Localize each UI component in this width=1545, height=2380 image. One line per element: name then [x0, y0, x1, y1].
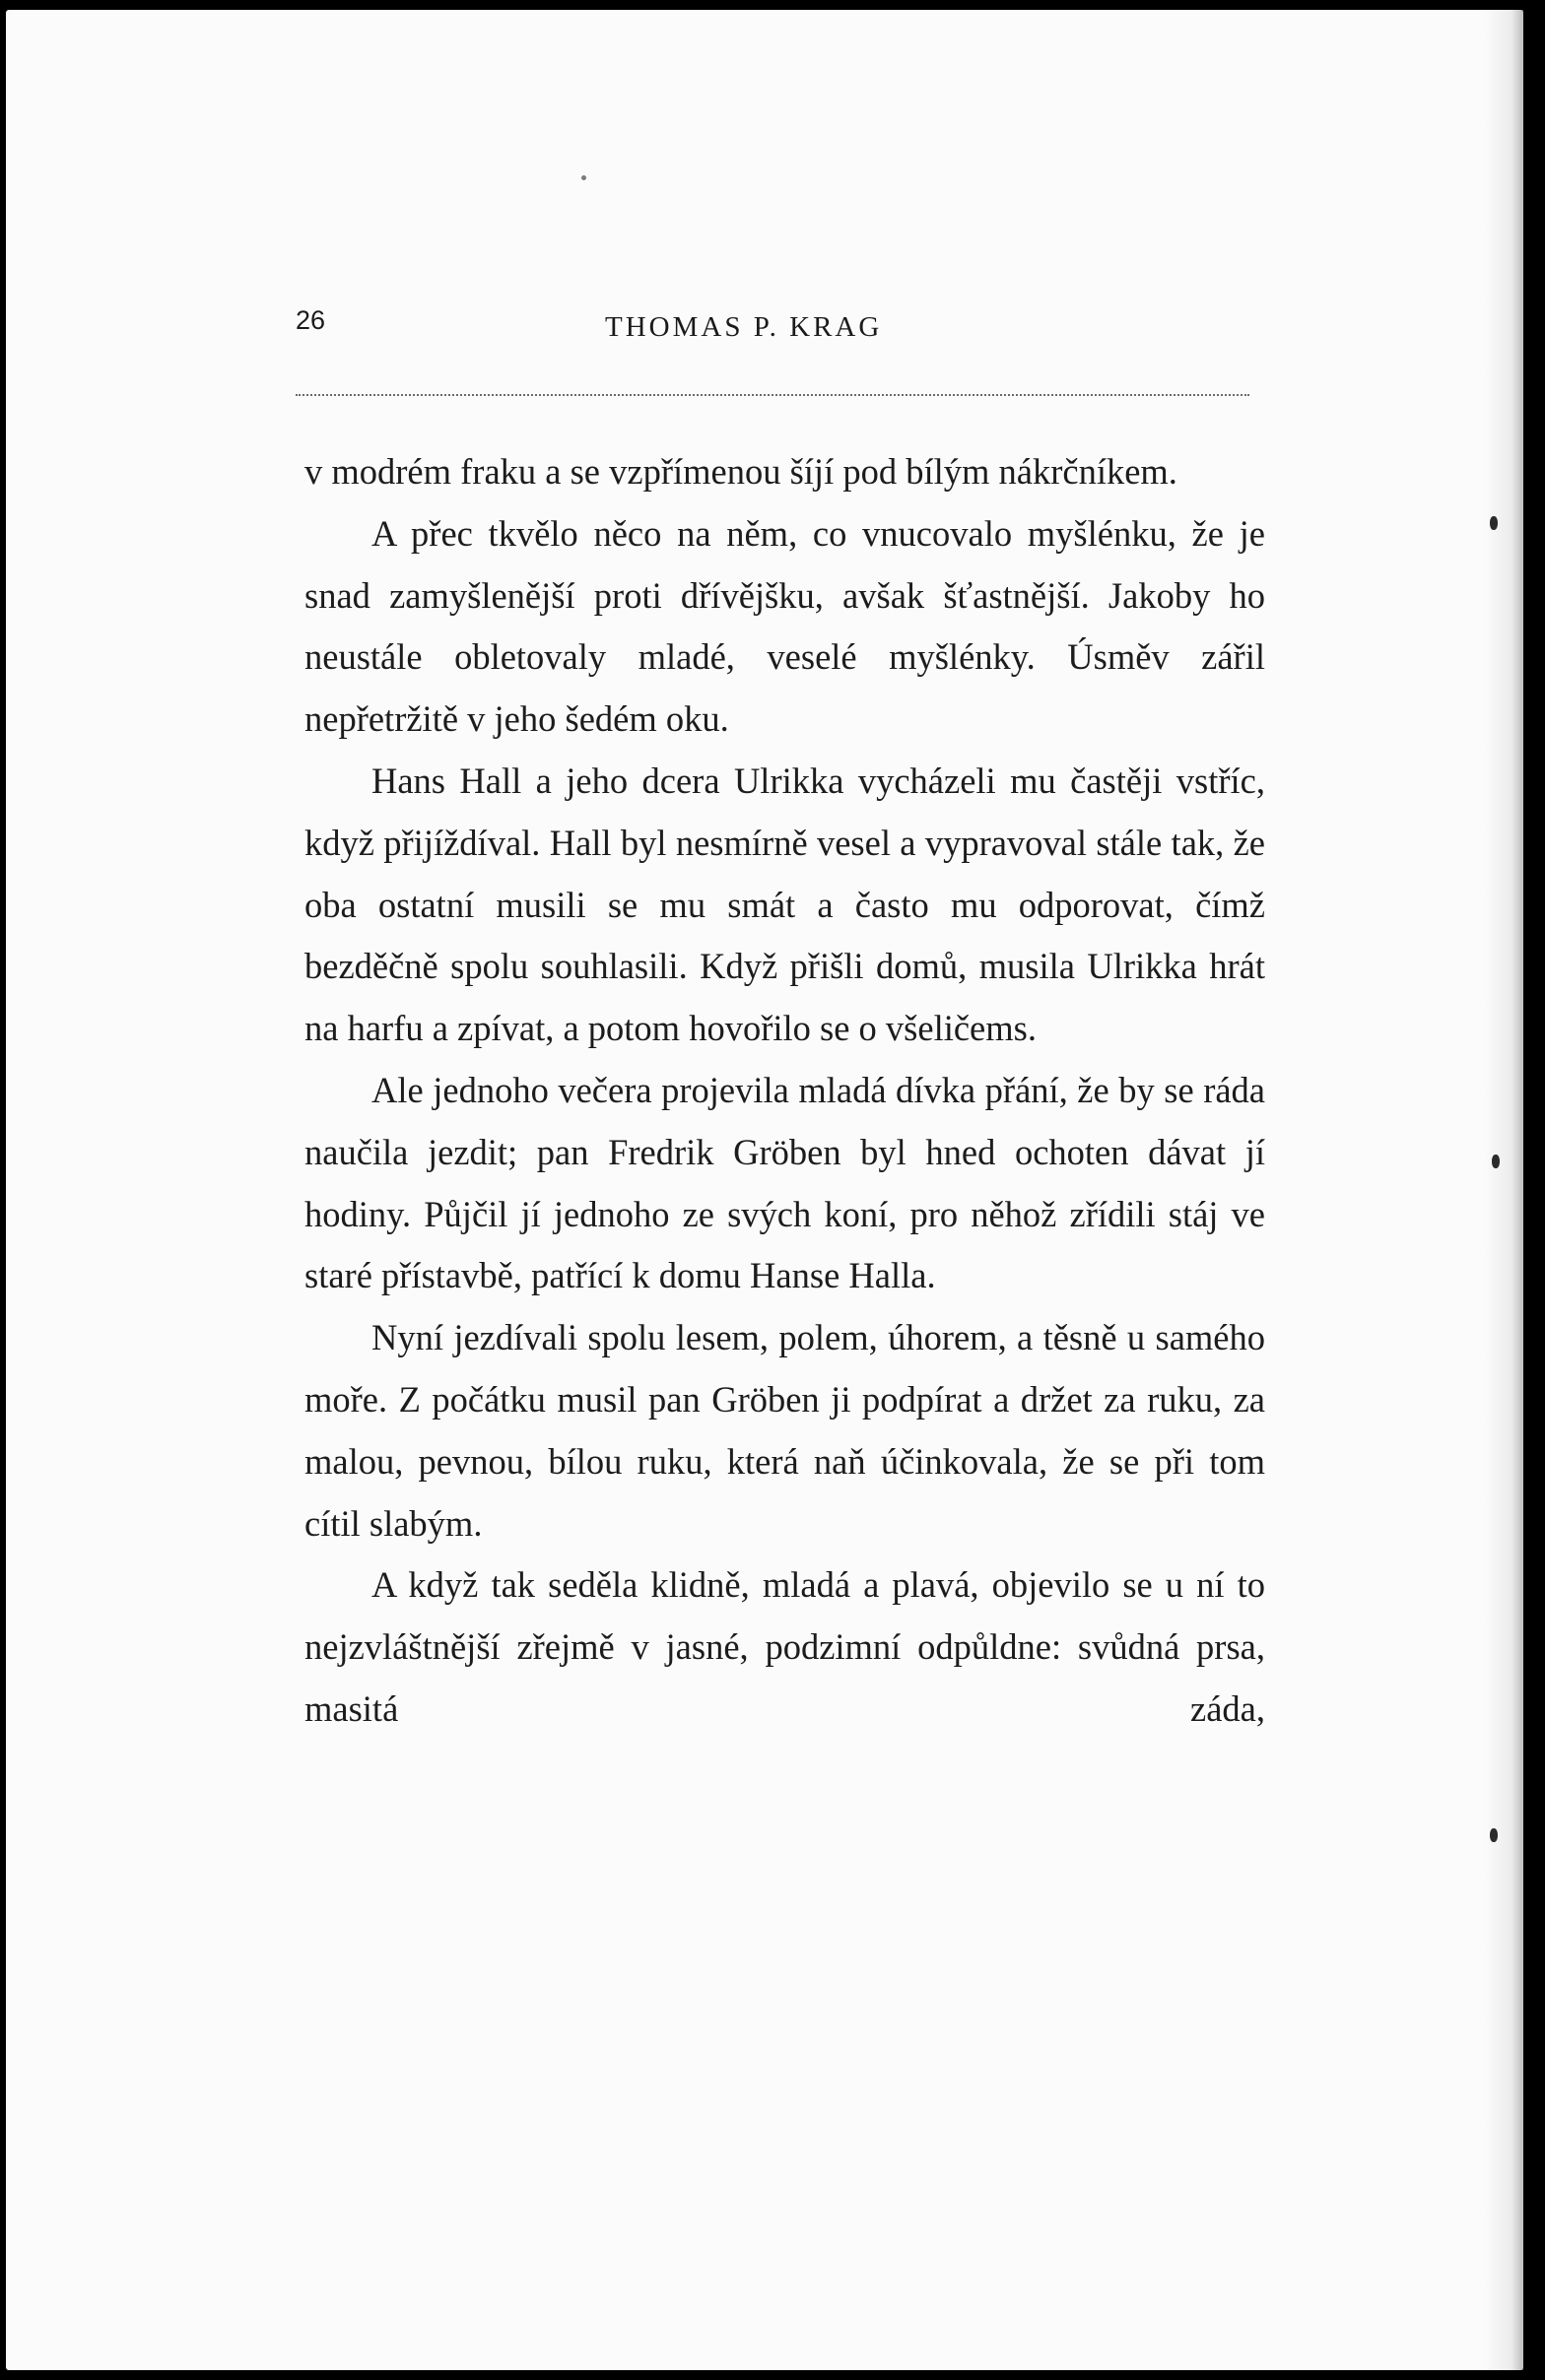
speck-mark — [581, 175, 586, 180]
margin-mark — [1490, 516, 1498, 530]
paragraph: Nyní jezdívali spolu lesem, polem, úhorem, a těsně u samého moře. Z počátku musil pan Gröben ji podpírat a držet za ruku, za malou, pevnou, bílou ruku, která naň účinkovala, že se při tom cítil slabým. — [304, 1317, 1265, 1544]
paragraph: Hans Hall a jeho dcera Ulrikka vycházeli mu častěji vstříc, když přijíždíval. Hall byl nesmírně vesel a vypravoval stále tak, že oba ostatní musili se mu smát a často mu odporovat, čímž bezděčně spolu souhlasili. Když přišli domů, musila Ulrikka hrát na harfu a zpívat, a potom hovořilo se o všeličems. — [304, 760, 1265, 1049]
paragraph: v modrém fraku a se vzpřímenou šíjí pod bílým nákrčníkem. — [304, 451, 1177, 492]
body-text — [304, 441, 1265, 1741]
page-fold-shadow — [1484, 10, 1523, 2370]
header-rule — [296, 394, 1249, 396]
book-page — [6, 10, 1523, 2370]
page-number: 26 — [296, 305, 326, 335]
running-head — [6, 305, 1523, 351]
margin-mark — [1492, 1155, 1500, 1168]
running-title: THOMAS P. KRAG — [605, 311, 883, 343]
paragraph: A přec tkvělo něco na něm, co vnucovalo myšlénku, že je snad zamyšlenější proti dřívějšku, avšak šťastnější. Jakoby ho neustále obletovaly mladé, veselé myšlénky. Úsměv zářil nepřetržitě v jeho šedém oku. — [304, 512, 1265, 740]
paragraph: Ale jednoho večera projevila mladá dívka přání, že by se ráda naučila jezdit; pan Fredrik Gröben byl hned ochoten dávat jí hodiny. Půjčil jí jednoho ze svých koní, pro něhož zřídili stáj ve staré přístavbě, patřící k domu Hanse Halla. — [304, 1069, 1265, 1296]
paragraph: A když tak seděla klidně, mladá a plavá, objevilo se u ní to nejzvláštnější zřejmě v jasné, podzimní odpůldne: svůdná prsa, masitá záda, — [304, 1564, 1265, 1729]
margin-mark — [1490, 1828, 1498, 1842]
